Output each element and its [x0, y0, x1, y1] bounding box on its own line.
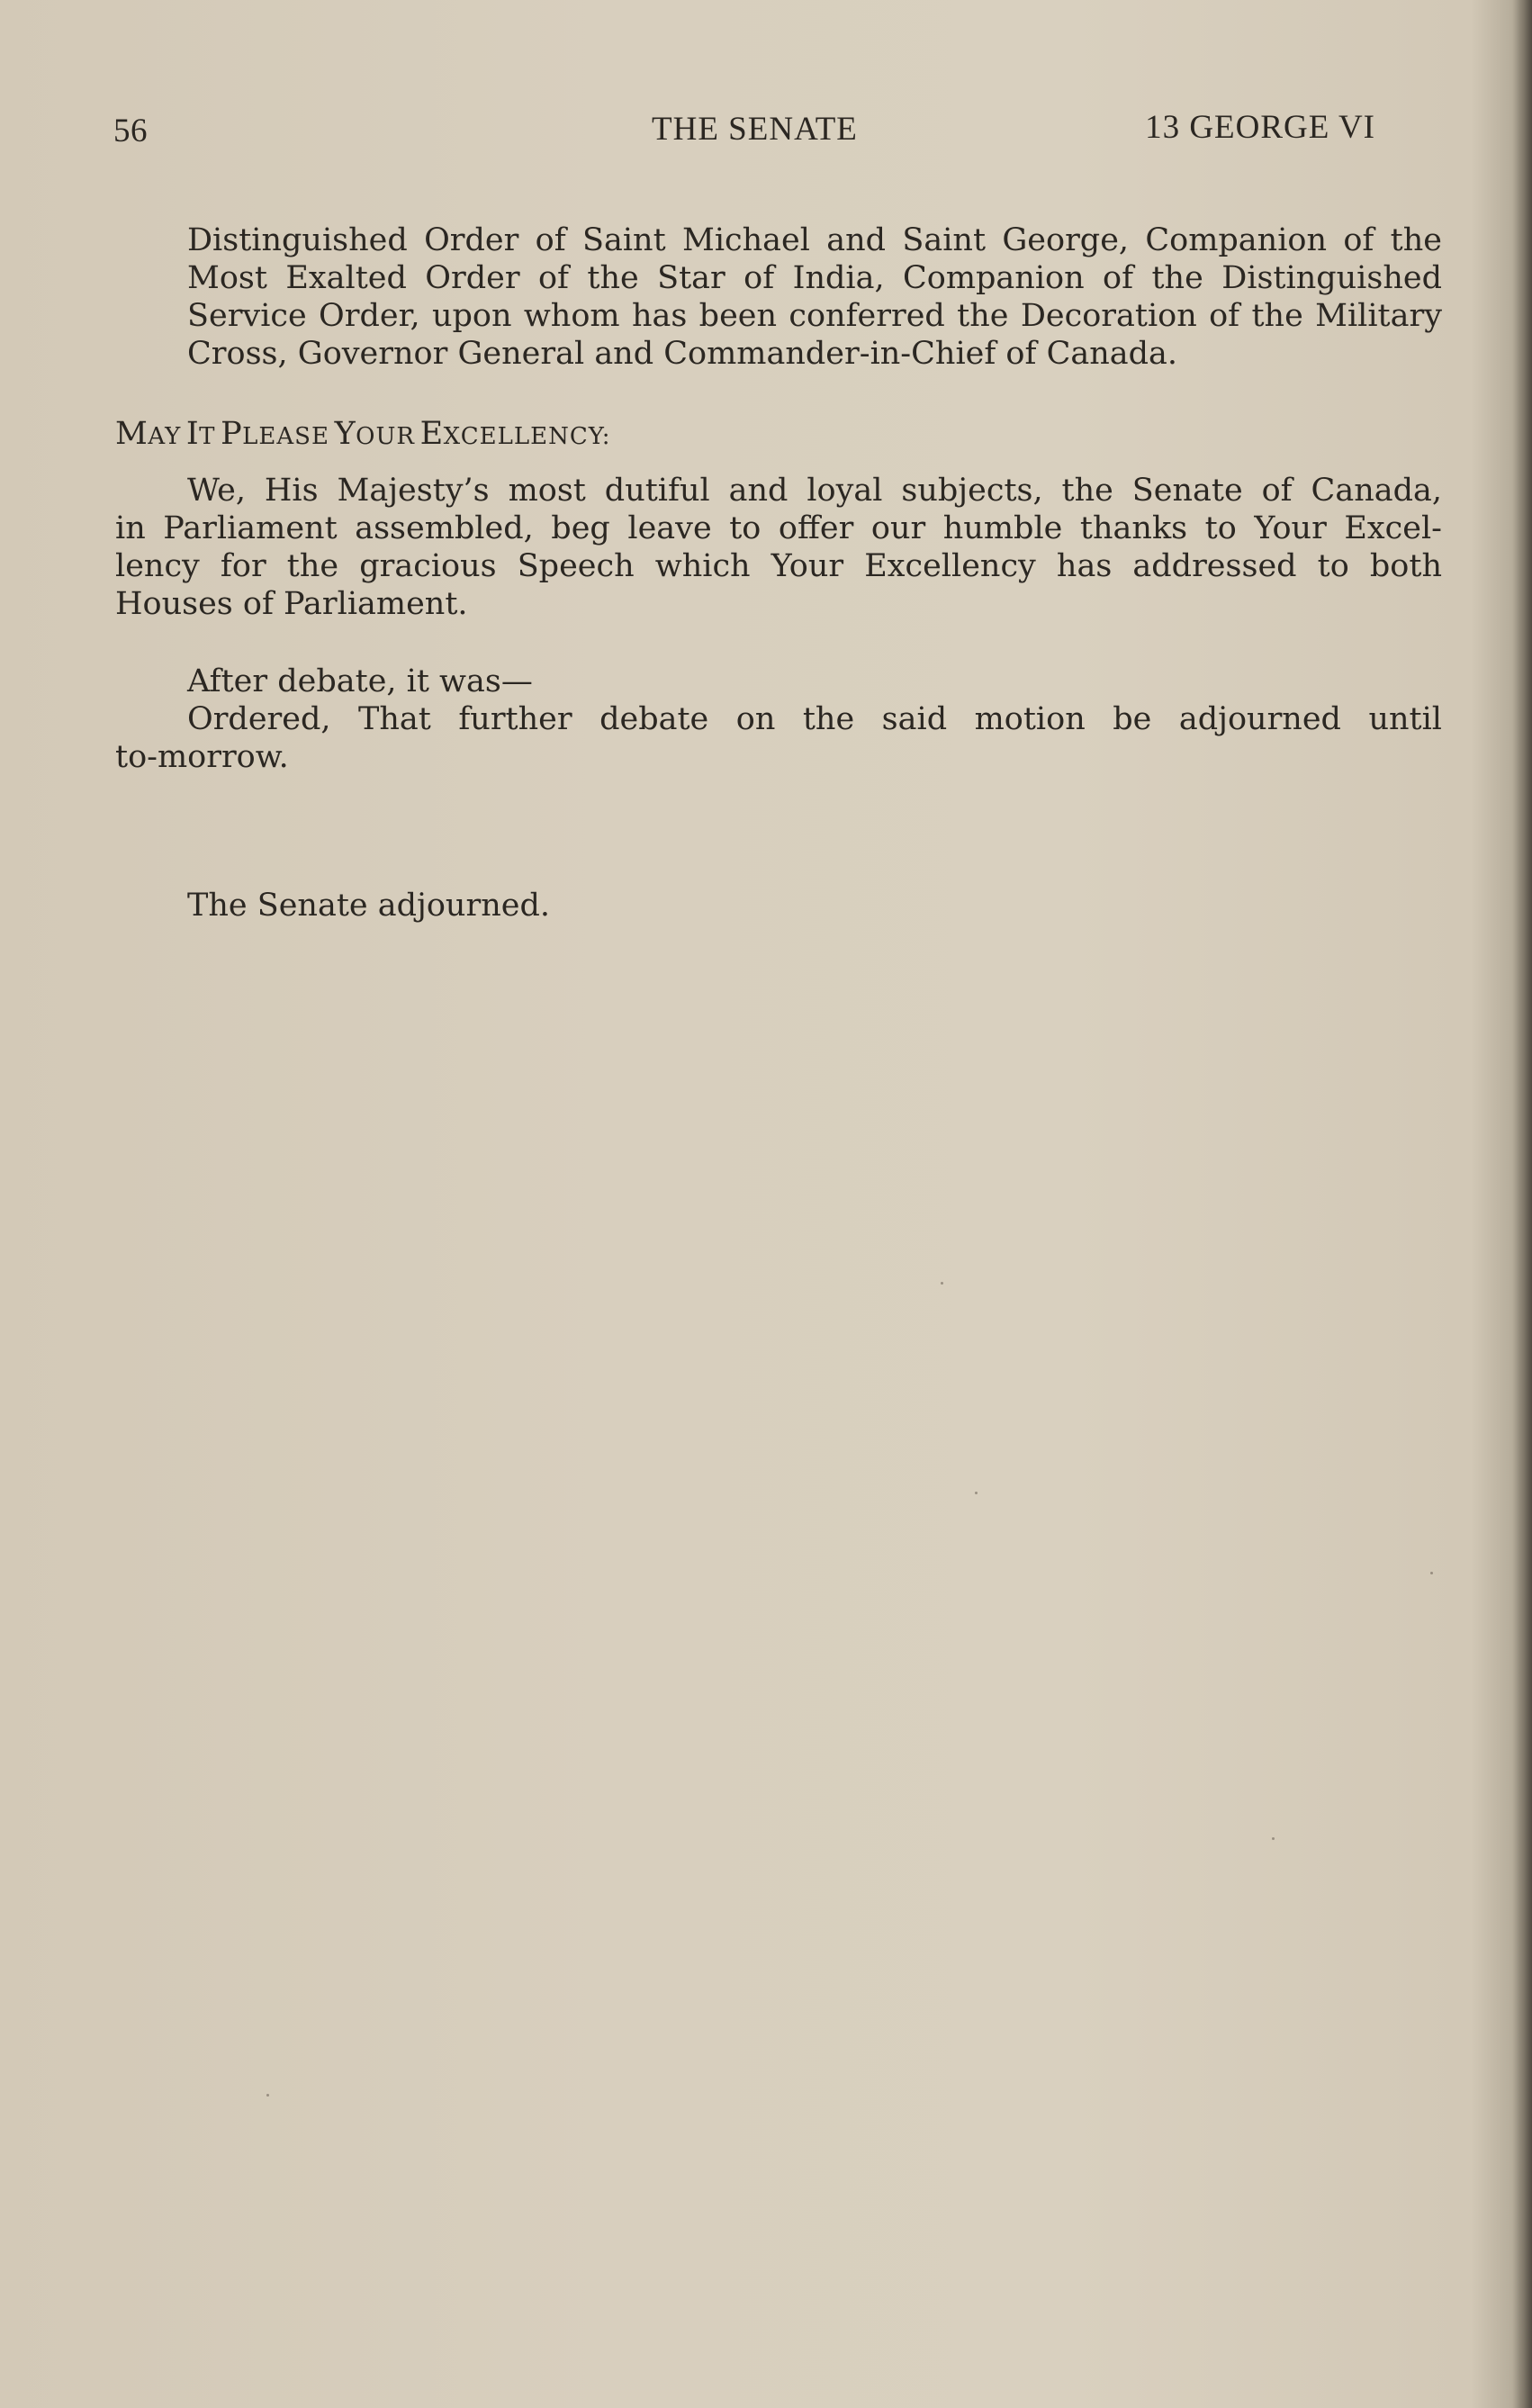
header-reign: 13 GEORGE VI — [1145, 109, 1375, 146]
debate-ordered: Ordered, That further debate on the said motion be adjourned until — [187, 701, 1442, 737]
salutation-word: IT — [185, 416, 216, 452]
reply-line: in Parliament assembled, beg leave to offer our humble thanks to Your Excel- — [115, 510, 1442, 546]
salutation-word: PLEASE — [221, 416, 329, 452]
reply-line: Houses of Parliament. — [115, 586, 468, 622]
page-edge-shadow — [1512, 0, 1532, 2408]
senate-adjourned: The Senate adjourned. — [187, 888, 550, 924]
paper-speck — [941, 1282, 943, 1285]
paper-speck — [975, 1492, 978, 1494]
address-line: Most Exalted Order of the Star of India, Companion of the Distinguished — [187, 260, 1442, 296]
page-number: 56 — [113, 113, 148, 149]
closing-line — [187, 887, 1514, 924]
salutation — [115, 416, 610, 452]
paper-speck — [266, 2094, 269, 2097]
paper-speck — [1430, 1572, 1433, 1574]
address-paragraph — [187, 221, 1442, 373]
reply-line: We, His Majesty’s most dutiful and loyal subjects, the Senate of Canada, — [187, 473, 1442, 509]
address-line: Distinguished Order of Saint Michael and Saint George, Companion of the — [187, 222, 1442, 258]
salutation-colon: : — [601, 423, 611, 450]
debate-after: After debate, it was— — [187, 663, 533, 699]
salutation-word: EXCELLENCY — [419, 416, 602, 452]
salutation-word: YOUR — [334, 416, 415, 452]
running-header — [113, 106, 1442, 151]
address-line: Service Order, upon whom has been conferred the Decoration of the Military — [187, 298, 1442, 334]
address-line: Cross, Governor General and Commander-in-Chief of Canada. — [187, 336, 1178, 372]
salutation-word: MAY — [115, 416, 182, 452]
debate-paragraph — [115, 663, 1442, 776]
paper-speck — [1272, 1837, 1275, 1840]
debate-ordered-continued: to-morrow. — [115, 739, 289, 775]
header-title: THE SENATE — [652, 111, 858, 148]
reply-paragraph — [115, 472, 1442, 623]
reply-line: lency for the gracious Speech which Your Excellency has addressed to both — [115, 548, 1442, 584]
